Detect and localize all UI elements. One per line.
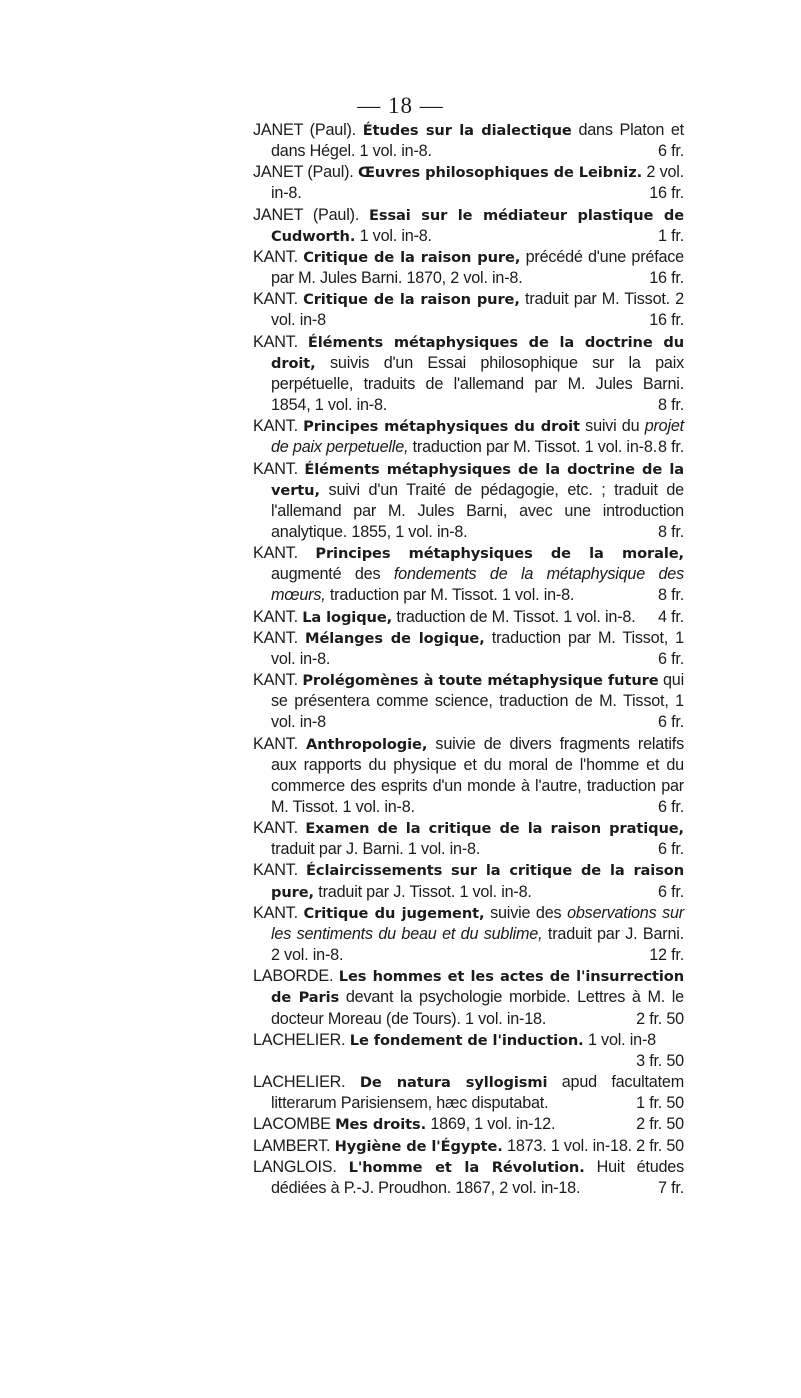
entry-title: De natura syllogismi <box>359 1074 548 1092</box>
entry-author: LACHELIER. <box>253 1073 346 1092</box>
catalog-entry <box>253 162 684 204</box>
entry-details: qui se présentera comme science, traduction de M. Tissot, 1 vol. in-8 <box>271 671 684 732</box>
entry-author: KANT. <box>253 734 298 753</box>
entry-title: La logique, <box>302 608 393 626</box>
catalog-entry <box>253 903 684 966</box>
entry-title: Essai sur le médiateur plastique de Cudworth. <box>271 206 684 245</box>
catalog-entry <box>253 1136 684 1157</box>
entry-author: KANT. <box>253 332 298 351</box>
entry-price: 3 fr. 50 <box>636 1051 684 1070</box>
catalog-entry <box>253 1114 684 1135</box>
entry-price: 6 fr. <box>658 840 684 859</box>
catalog-entry <box>253 543 684 606</box>
entry-author: KANT. <box>253 417 298 436</box>
entry-details-before: augmenté des <box>271 565 381 584</box>
catalog-entry <box>253 1072 684 1114</box>
entry-price: 7 fr. <box>658 1178 684 1197</box>
entry-details: traduction par M. Tissot. 1 vol. in-8. <box>412 438 657 457</box>
entry-price: 6 fr. <box>658 142 684 161</box>
page-number: — 18 — <box>357 93 444 118</box>
entry-details-before: suivi du <box>585 417 640 436</box>
entry-details: traduction de M. Tissot. 1 vol. in-8. <box>396 607 636 626</box>
catalog-list <box>253 120 684 1199</box>
catalog-entry <box>253 289 684 331</box>
entry-price: 6 fr. <box>658 649 684 668</box>
entry-title: Éclaircissements sur la critique de la raison pure, <box>271 862 684 901</box>
entry-price: 2 fr. 50 <box>636 1136 684 1155</box>
entry-author: KANT. <box>253 628 298 647</box>
entry-details: traduction par M. Tissot, 1 vol. in-8. <box>271 628 684 668</box>
entry-price: 8 fr. <box>658 396 684 415</box>
entry-price: 16 fr. <box>649 311 684 330</box>
entry-author: KANT. <box>253 671 298 690</box>
entry-title: Prolégomènes à toute métaphysique future <box>302 672 659 690</box>
catalog-entry <box>253 205 684 247</box>
entry-price: 16 fr. <box>649 269 684 288</box>
entry-italic-title: fondements de la métaphysique des mœurs, <box>271 565 684 605</box>
entry-title: Principes métaphysiques du droit <box>303 418 580 436</box>
catalog-entry <box>253 1030 684 1072</box>
entry-details: suivie de divers fragments relatifs aux rapports du physique et du moral de l'homme et du commerce des esprits d'un monde à l'autre, traduction par M. Tissot. 1 vol. in-8. <box>271 734 684 816</box>
entry-details: 1873. 1 vol. in-18. <box>507 1136 632 1155</box>
catalog-entry <box>253 247 684 289</box>
entry-details: devant la psychologie morbide. Lettres à M. le docteur Moreau (de Tours). 1 vol. in-18. <box>271 988 684 1028</box>
entry-author: LABORDE. <box>253 967 334 986</box>
entry-price: 8 fr. <box>658 438 684 457</box>
entry-details: Huit études dédiées à P.-J. Proudhon. 1867, 2 vol. in-18. <box>271 1157 685 1197</box>
entry-author: LAMBERT. <box>253 1136 331 1155</box>
entry-title: Le fondement de l'induction. <box>349 1031 584 1049</box>
entry-price: 1 fr. 50 <box>636 1094 684 1113</box>
entry-price: 16 fr. <box>649 184 684 203</box>
entry-author: KANT. <box>253 607 298 626</box>
entry-author: KANT. <box>253 247 298 266</box>
entry-details-before: suivie des <box>490 903 562 922</box>
entry-title: Critique du jugement, <box>303 904 485 922</box>
catalog-entry <box>253 734 684 819</box>
entry-details: traduit par M. Tissot. 2 vol. in-8 <box>271 290 684 330</box>
catalog-entry <box>253 332 684 417</box>
entry-details: 2 vol. in-8. <box>271 163 684 203</box>
entry-title: Critique de la raison pure, <box>303 248 521 266</box>
catalog-entry <box>253 818 684 860</box>
catalog-entry <box>253 459 684 544</box>
entry-author: KANT. <box>253 459 298 478</box>
entry-details: 1869, 1 vol. in-12. <box>430 1115 556 1134</box>
entry-price: 12 fr. <box>649 946 684 965</box>
catalog-entry <box>253 860 684 902</box>
entry-author: JANET (Paul). <box>253 205 360 224</box>
entry-details: 1 vol. in-8 <box>587 1030 656 1049</box>
entry-price: 2 fr. 50 <box>636 1115 684 1134</box>
entry-author: KANT. <box>253 903 298 922</box>
entry-author: LACHELIER. <box>253 1030 346 1049</box>
entry-title: L'homme et la Révolution. <box>348 1158 585 1176</box>
entry-details: traduit par J. Barni. 1 vol. in-8. <box>271 840 481 859</box>
entry-price: 6 fr. <box>658 798 684 816</box>
entry-title: Éléments métaphysiques de la doctrine du droit, <box>271 333 684 372</box>
entry-price: 2 fr. 50 <box>636 1009 684 1028</box>
catalog-entry <box>253 1157 684 1199</box>
entry-details: suivi d'un Traité de pédagogie, etc. ; traduit de l'allemand par M. Jules Barni, avec une introduction analytique. 1855, 1 vol. in-8. <box>271 480 684 541</box>
entry-italic-title: projet de paix perpetuelle, <box>271 417 684 457</box>
entry-author: KANT. <box>253 819 298 838</box>
entry-price: 8 fr. <box>658 586 684 605</box>
entry-author: JANET (Paul). <box>253 121 356 139</box>
entry-title: Anthropologie, <box>306 735 428 753</box>
catalog-entry <box>253 670 684 733</box>
entry-price: 4 fr. <box>658 607 684 626</box>
entry-title: Études sur la dialectique <box>362 122 572 139</box>
catalog-entry <box>253 628 684 670</box>
entry-title: Critique de la raison pure, <box>303 291 520 309</box>
entry-title: Examen de la critique de la raison pratique, <box>305 820 684 838</box>
entry-details: apud facultatem litterarum Parisiensem, hæc disputabat. <box>271 1073 684 1113</box>
entry-title: Principes métaphysiques de la morale, <box>315 545 684 563</box>
entry-title: Mes droits. <box>335 1116 427 1134</box>
entry-author: KANT. <box>253 544 298 563</box>
entry-details: traduit par J. Barni. 2 vol. in-8. <box>271 924 684 965</box>
entry-author: LACOMBE <box>253 1115 331 1134</box>
entry-title: Les hommes et les actes de l'insurrection de Paris <box>271 968 684 1007</box>
catalog-entry <box>253 416 684 458</box>
entry-title: Mélanges de logique, <box>305 629 485 647</box>
catalog-entry <box>253 607 684 628</box>
entry-author: JANET (Paul). <box>253 163 354 182</box>
entry-title: Hygiène de l'Égypte. <box>334 1137 503 1155</box>
entry-price: 6 fr. <box>658 713 684 732</box>
entry-details: traduction par M. Tissot. 1 vol. in-8. <box>329 586 575 605</box>
entry-italic-title: observations sur les sentiments du beau et du sublime, <box>271 903 684 943</box>
entry-author: KANT. <box>253 861 298 880</box>
entry-details: 1 vol. in-8. <box>359 226 432 245</box>
entry-details: dans Platon et dans Hégel. 1 vol. in-8. <box>271 121 684 161</box>
entry-details: traduit par J. Tissot. 1 vol. in-8. <box>318 882 532 901</box>
entry-author: KANT. <box>253 290 298 309</box>
entry-author: LANGLOIS. <box>253 1157 337 1176</box>
catalog-entry <box>253 966 684 1029</box>
catalog-entry <box>253 120 684 162</box>
entry-title: Éléments métaphysiques de la doctrine de la vertu, <box>271 460 684 499</box>
entry-details: précédé d'une préface par M. Jules Barni. 1870, 2 vol. in-8. <box>271 247 684 288</box>
entry-price: 1 fr. <box>658 226 684 245</box>
entry-price: 6 fr. <box>658 882 684 901</box>
entry-details: suivis d'un Essai philosophique sur la paix perpétuelle, traduits de l'allemand par M. Jules Barni. 1854, 1 vol. in-8. <box>271 353 684 415</box>
entry-title: Œuvres philosophiques de Leibniz. <box>357 164 643 182</box>
entry-price: 8 fr. <box>658 522 684 541</box>
